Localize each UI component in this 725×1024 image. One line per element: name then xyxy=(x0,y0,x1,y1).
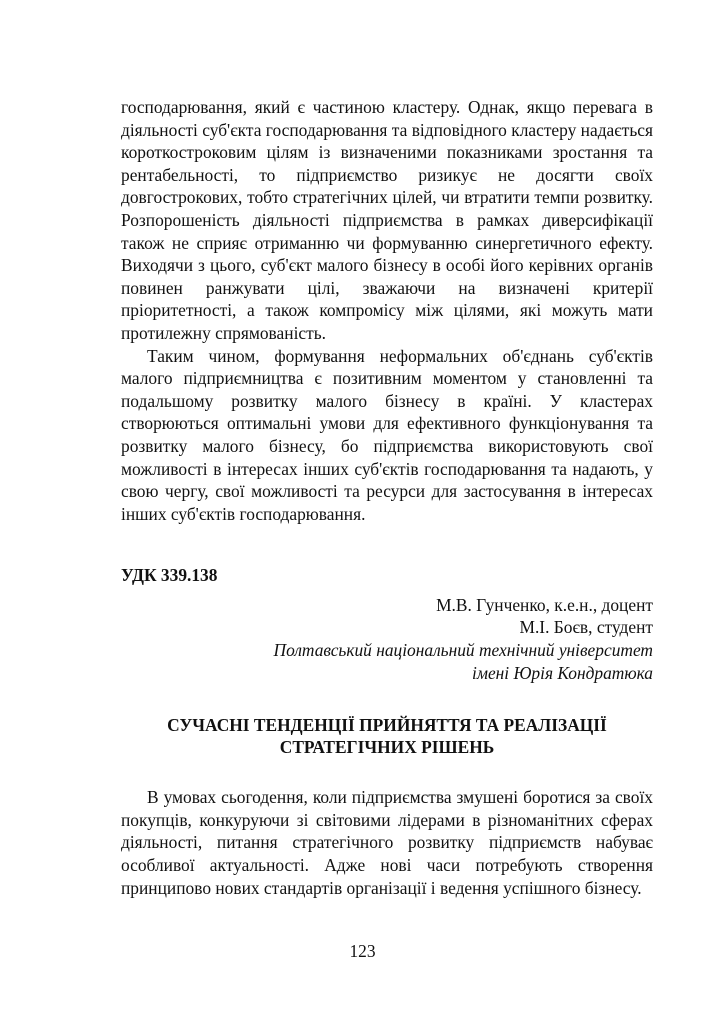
author-block xyxy=(121,594,653,684)
affiliation-line-2: імені Юрія Кондратюка xyxy=(472,662,653,683)
article-title-line-2: СТРАТЕГІЧНИХ РІШЕНЬ xyxy=(279,737,495,758)
affiliation-line-1: Полтавський національний технічний університет xyxy=(273,640,653,661)
intro-paragraph: В умовах сьогодення, коли підприємства змушені боротися за своїх покупців, конкуруючи зі світовими лідерами в різноманітних сферах діяльності, питання стратегічного розвитку підприємств набуває особливої актуальності. Адже нові часи потребують створення принципово нових стандартів організації і ведення успішного бізнесу. xyxy=(121,787,653,898)
page-number: 123 xyxy=(349,941,376,961)
author-2: М.І. Боєв, студент xyxy=(519,617,653,638)
article-title xyxy=(121,714,653,758)
udk-code: УДК 339.138 xyxy=(121,565,218,586)
body-paragraph-1: господарювання, який є частиною кластеру. Однак, якщо перевага в діяльності суб'єкта господарювання та відповідного кластеру надається короткостроковим цілям із визначеними показниками зростання та рентабельності, то підприємство ризикує не досягти своїх довгострокових, тобто стратегічних цілей, чи втратити темпи розвитку. Розпорошеність діяльності підприємства в рамках диверсифікації також не сприяє отриманню чи формуванню синергетичного ефекту. Виходячи з цього, суб'єкт малого бізнесу в особі його керівних органів повинен ранжувати цілі, зважаючи на визначені критерії пріоритетності, а також компромісу між цілями, які можуть мати протилежну спрямованість. xyxy=(121,97,653,343)
body-paragraph-2: Таким чином, формування неформальних об'єднань суб'єктів малого підприємництва є позитивним моментом у становленні та подальшому розвитку малого бізнесу в країні. У кластерах створюються оптимальні умови для ефективного функціонування та розвитку малого бізнесу, бо підприємства використовують свої можливості в інтересах інших суб'єктів господарювання та надають, у свою чергу, свої можливості та ресурси для застосування в інтересах інших суб'єктів господарювання. xyxy=(121,345,653,524)
article-title-line-1: СУЧАСНІ ТЕНДЕНЦІЇ ПРИЙНЯТТЯ ТА РЕАЛІЗАЦІЇ xyxy=(167,715,607,736)
page-content xyxy=(121,96,653,899)
author-1: М.В. Гунченко, к.е.н., доцент xyxy=(436,594,653,615)
